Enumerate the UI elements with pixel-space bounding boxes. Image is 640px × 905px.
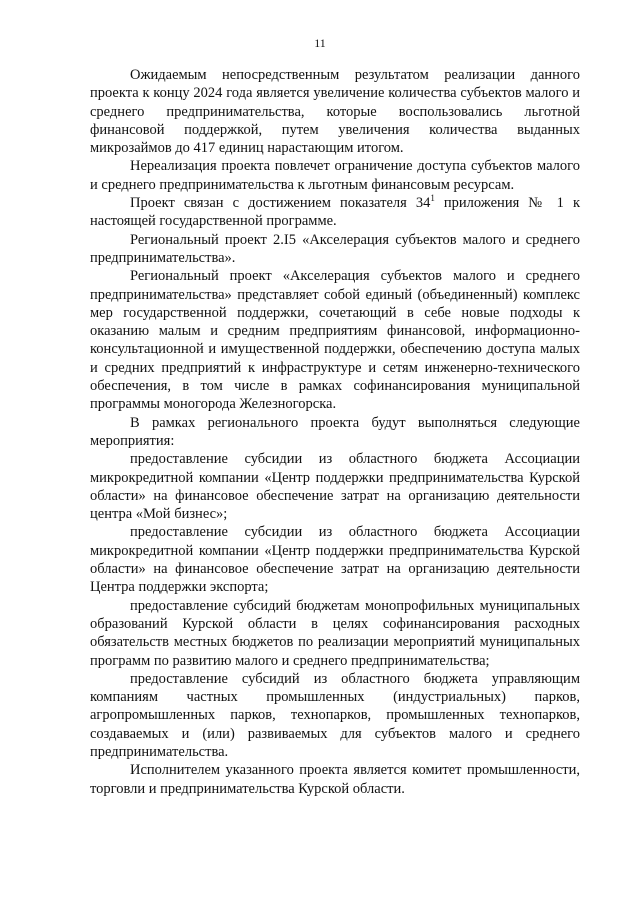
paragraph-non-implementation: Нереализация проекта повлечет ограничение доступа субъектов малого и среднего предпринимательства к льготным финансовым ресурсам. <box>90 158 580 193</box>
paragraph-expected-result: Ожидаемым непосредственным результатом реализации данного проекта к концу 2024 года является увеличение количества субъектов малого и среднего предпринимательства, которые воспользовались льготной финансовой поддержкой, путем увеличения количества выданных микрозаймов до 417 единиц нарастающим итогом. <box>90 67 580 157</box>
paragraph-executor: Исполнителем указанного проекта является комитет промышленности, торговли и предпринимательства Курской области. <box>90 762 580 797</box>
measure-item-industrial-parks: предоставление субсидий из областного бюджета управляющим компаниям частных промышленных (индустриальных) парков, агропромышленных парков, технопарков, промышленных технопарков, создаваемых и (или) развиваемых для субъектов малого и среднего предпринимательства. <box>90 670 580 760</box>
indicator-text-after: приложения № 1 к настоящей государственной программе. <box>90 195 580 230</box>
paragraph-measures-intro: В рамках регионального проекта будут выполняться следующие мероприятия: <box>90 414 580 449</box>
indicator-text-before: Проект связан с достижением показателя 34 <box>130 195 431 212</box>
document-body <box>90 66 580 798</box>
paragraph-regional-project-title: Региональный проект 2.I5 «Акселерация субъектов малого и среднего предпринимательства». <box>90 231 580 266</box>
measure-item-my-business: предоставление субсидии из областного бюджета Ассоциации микрокредитной компании «Центр поддержки предпринимательства Курской области» на финансовое обеспечение затрат на организацию деятельности центра «Мой бизнес»; <box>90 451 580 523</box>
measure-item-monotown-subsidies: предоставление субсидий бюджетам монопрофильных муниципальных образований Курской области в целях софинансирования расходных обязательств местных бюджетов по реализации мероприятий муниципальных программ по развитию малого и среднего предпринимательства; <box>90 597 580 669</box>
measure-item-export-center: предоставление субсидии из областного бюджета Ассоциации микрокредитной компании «Центр поддержки предпринимательства Курской области» на финансовое обеспечение затрат на организацию деятельности Центра поддержки экспорта; <box>90 524 580 596</box>
page-number: 11 <box>314 36 326 50</box>
paragraph-regional-project-description: Региональный проект «Акселерация субъектов малого и среднего предпринимательства» представляет собой единый (объединенный) комплекс мер государственной поддержки, сочетающий в себе новые подходы к оказанию малым и средним предприятиям финансовой, информационно-консультационной и имущественной поддержки, обеспечению доступа малых и средних предприятий к инфраструктуре и сетям инженерно-технического обеспечения, в том числе в рамках софинансирования муниципальной программы моногорода Железногорска. <box>90 268 580 413</box>
footnote-marker: 1 <box>430 193 435 204</box>
paragraph-indicator-link <box>90 194 580 231</box>
